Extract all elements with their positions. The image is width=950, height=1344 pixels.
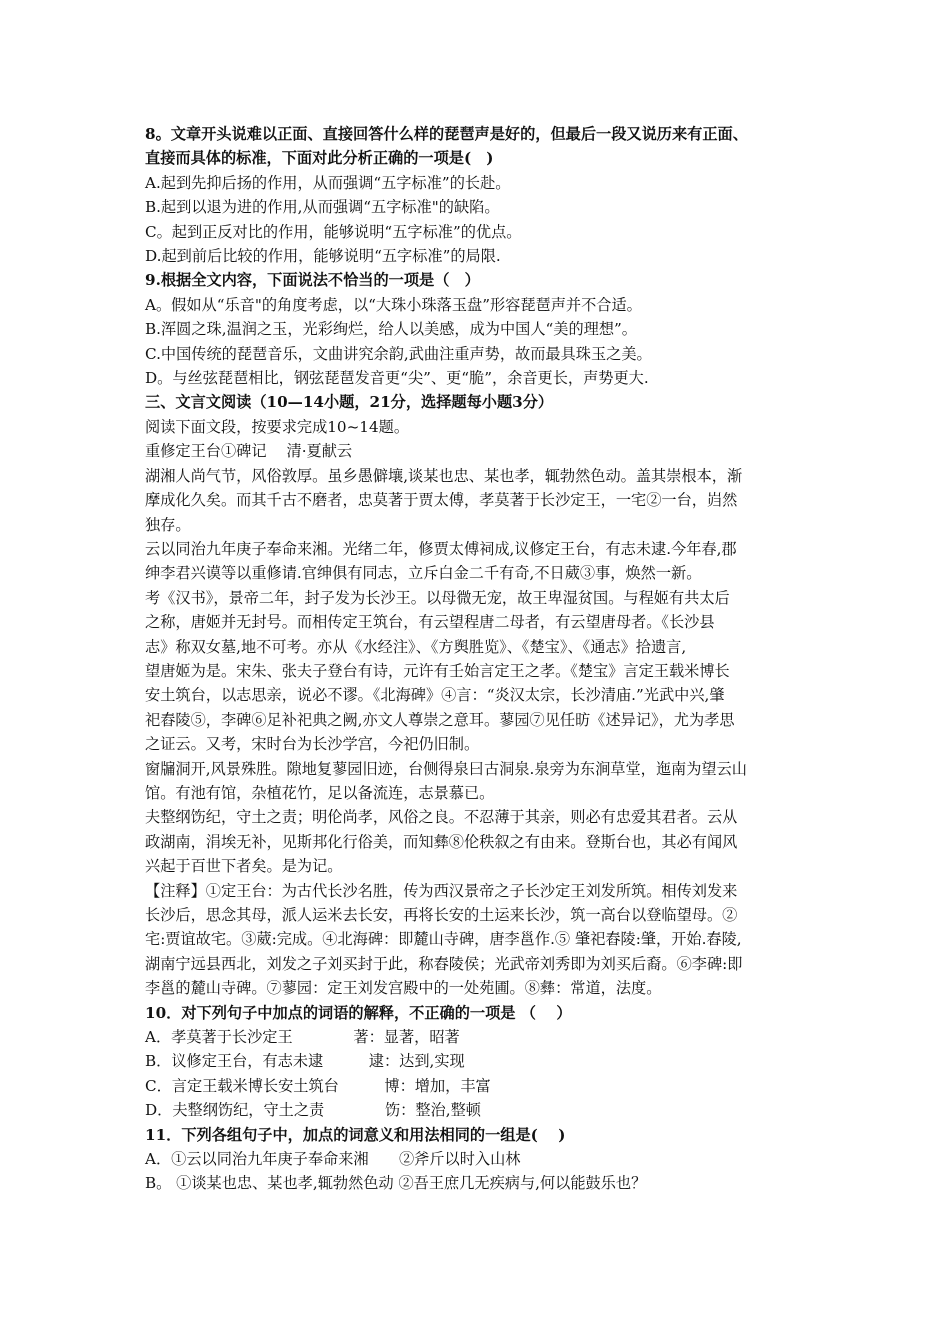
passage-line: 夫整纲饬纪，守土之责；明伦尚孝，风俗之良。不忍薄于其亲，则必有忠爱其君者。云从	[145, 808, 738, 827]
passage-paragraph-4	[145, 757, 810, 806]
question-10-stem: 10．对下列句子中加点的词语的解释，不正确的一项是 （ ）	[145, 1003, 572, 1022]
question-8-stem-cont: 直接而具体的标准，下面对此分析正确的一项是( )	[145, 149, 494, 168]
annotation-line: 【注释】①定王台：为古代长沙名胜，传为西汉景帝之子长沙定王刘发所筑。相传刘发来	[145, 881, 738, 900]
question-10	[145, 1001, 810, 1123]
option-c: C．言定王载米博长安土筑台 博：增加，丰富	[145, 1076, 491, 1095]
passage-line: 政湖南，涓埃无补，见斯邦化行俗美，而知彝⑧伦秩叙之有由来。登斯台也，其必有闻风	[145, 832, 738, 851]
option-d: D．夫整纲饬纪，守土之责 饬：整治,整顿	[145, 1101, 481, 1120]
annotation-line: 湖南宁远县西北，刘发之子刘买封于此，称舂陵侯；光武帝刘秀即为刘买后裔。⑥李碑:即	[145, 954, 743, 973]
section-heading: 三、文言文阅读（10—14小题，21分，选择题每小题3分）	[145, 393, 554, 412]
option-b: B。 ①谈某也忠、某也孝,辄勃然色动 ②吾王庶几无疾病与,何以能鼓乐也？	[145, 1174, 647, 1193]
passage-paragraph-3	[145, 586, 810, 757]
passage-line: 祀舂陵⑤，李碑⑥足补祀典之阙,亦文人尊崇之意耳。蓼园⑦见任昉《述异记》，尤为孝思	[145, 710, 735, 729]
passage-line: 志》称双女墓,地不可考。亦从《水经注》、《方舆胜览》、《楚宝》、《通志》拾遗言,	[145, 637, 687, 656]
question-9	[145, 268, 810, 390]
question-8	[145, 122, 810, 268]
passage-line: 之证云。又考，宋时台为长沙学宫，今祀仍旧制。	[145, 735, 480, 754]
option-b: B．议修定王台，有志未逮 逮：达到,实现	[145, 1052, 465, 1071]
annotation-line: 长沙后，思念其母，派人运米去长安，再将长安的土运来长沙，筑一高台以登临望母。②	[145, 906, 738, 924]
option-a: A．孝莫著于长沙定王 著：显著，昭著	[145, 1028, 460, 1047]
option-a: A。假如从“乐音"的角度考虑，以“大珠小珠落玉盘”形容琵琶声并不合适。	[145, 295, 642, 314]
option-a: A.起到先抑后扬的作用，从而强调“五字标准”的长赴。	[145, 173, 511, 192]
passage-line: 之称，唐姬并无封号。而相传定王筑台，有云望程唐二母者，有云望唐母者。《长沙县	[145, 613, 715, 632]
question-11-stem: 11．下列各组句子中，加点的词意义和用法相同的一组是( )	[145, 1125, 566, 1144]
option-d: D。与丝弦琵琶相比，钢弦琵琶发音更“尖”、更“脆”，余音更长，声势更大.	[145, 369, 649, 388]
passage-line: 窗牖洞开,风景殊胜。隙地复蓼园旧迹，台侧得泉曰古洞泉.泉旁为东涧草堂，迤南为望云山	[145, 759, 747, 778]
option-c: C。起到正反对比的作用，能够说明“五字标准”的优点。	[145, 222, 522, 241]
passage-line: 湖湘人尚气节，风俗敦厚。虽乡愚僻壤,谈某也忠、某也孝，辄勃然色动。盖其崇根本，渐	[145, 466, 743, 485]
passage-title: 重修定王台①碑记 清·夏献云	[145, 442, 353, 461]
passage-line: 安土筑台，以志思亲，说必不谬。《北海碑》④言：“炎汉太宗，长沙清庙.”光武中兴,肇	[145, 686, 725, 705]
passage-paragraph-5	[145, 805, 810, 878]
passage-line: 绅李君兴谟等以重修请.官绅俱有同志，立斥白金二千有奇,不日葳③事，焕然一新。	[145, 564, 702, 583]
document-page	[145, 122, 810, 1196]
annotations	[145, 879, 810, 1001]
passage-paragraph-2	[145, 537, 810, 586]
question-8-stem: 8。文章开头说难以正面、直接回答什么样的琵琶声是好的，但最后一段又说历来有正面、	[145, 125, 748, 143]
option-a: A．①云以同治九年庚子奉命来湘 ②斧斤以时入山林	[145, 1150, 521, 1169]
annotation-line: 宅:贾谊故宅。③葳:完成。④北海碑：即麓山寺碑，唐李邕作.⑤ 肇祀舂陵:肇，开始.舂陵,	[145, 930, 742, 949]
passage-line: 馆。有池有馆，杂植花竹，足以备流连，志景慕已。	[145, 783, 495, 802]
section-3	[145, 390, 810, 463]
section-instruction: 阅读下面文段，按要求完成10~14题。	[145, 417, 410, 436]
option-b: B.浑圆之珠,温润之玉，光彩绚烂，给人以美感，成为中国人“美的理想”。	[145, 320, 637, 339]
option-c: C.中国传统的琵琶音乐，文曲讲究余韵,武曲注重声势，故而最具珠玉之美。	[145, 344, 652, 363]
question-11	[145, 1123, 810, 1196]
passage-line: 云以同治九年庚子奉命来湘。光绪二年，修贾太傅祠成,议修定王台，有志未逮.今年春,郡	[145, 539, 737, 558]
question-9-stem: 9.根据全文内容，下面说法不恰当的一项是（ ）	[145, 271, 480, 290]
passage-line: 考《汉书》，景帝二年，封子发为长沙王。以母微无宠，故王卑湿贫国。与程姬有共太后	[145, 588, 730, 607]
passage-line: 望唐姬为是。宋朱、张夫子登台有诗，元许有壬始言定王之孝。《楚宝》言定王载米博长	[145, 661, 730, 680]
option-b: B.起到以退为进的作用,从而强调“五字标准"的缺陷。	[145, 198, 500, 217]
passage	[145, 464, 810, 1001]
passage-line: 独存。	[145, 515, 191, 534]
option-d: D.起到前后比较的作用，能够说明“五字标准”的局限.	[145, 247, 501, 266]
passage-paragraph-1	[145, 464, 810, 537]
annotation-line: 李邕的麓山寺碑。⑦蓼园：定王刘发宫殿中的一处苑圃。⑧彝：常道，法度。	[145, 979, 662, 998]
passage-line: 兴起于百世下者矣。是为记。	[145, 857, 343, 876]
passage-line: 摩成化久矣。而其千古不磨者，忠莫著于贾太傅，孝莫著于长沙定王，一宅②一台，岿然	[145, 491, 738, 510]
